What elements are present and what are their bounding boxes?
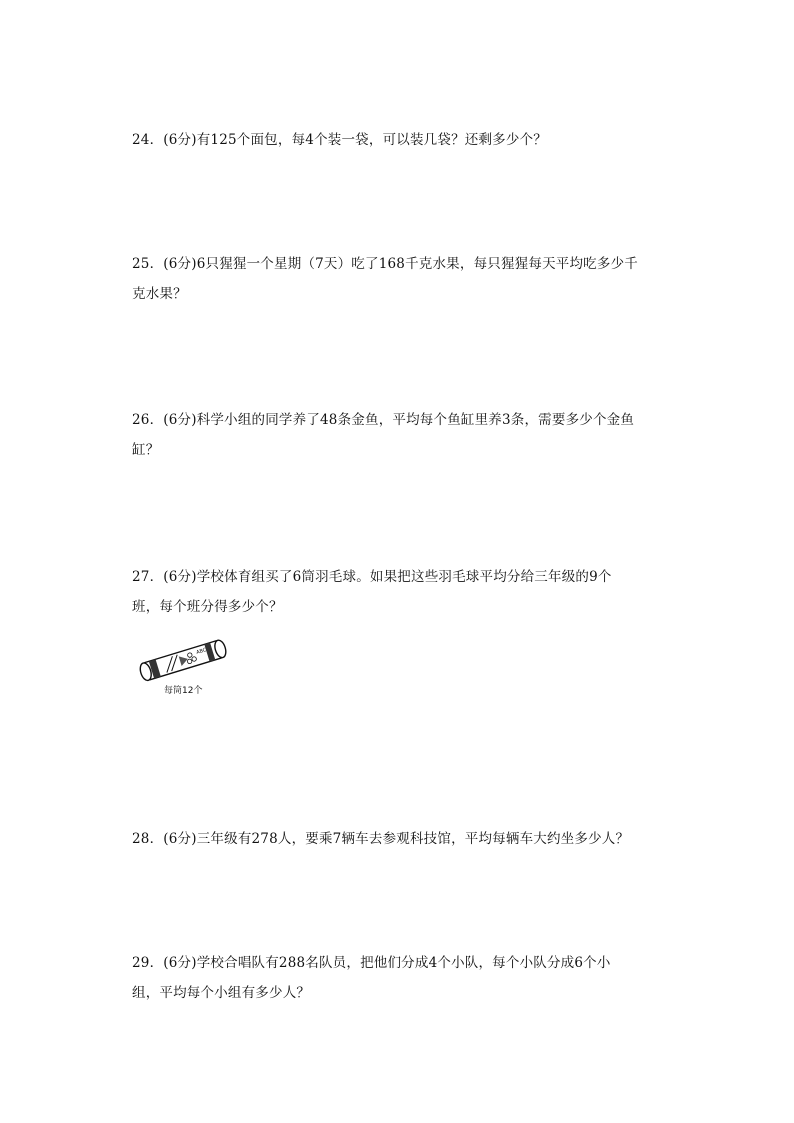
question-text-line-1: 科学小组的同学养了48条金鱼，平均每个鱼缸里养3条，需要多少个金鱼 [196, 412, 635, 428]
question-score: (6分) [163, 831, 197, 847]
question-score: (6分) [163, 569, 197, 585]
question-score: (6分) [163, 256, 197, 272]
question-29 [132, 948, 672, 1008]
question-text-line-1: 学校体育组买了6筒羽毛球。如果把这些羽毛球平均分给三年级的9个 [196, 569, 612, 585]
question-text-line-1: 6只猩猩一个星期（7天）吃了168千克水果，每只猩猩每天平均吃多少千 [196, 256, 638, 272]
shuttlecock-tube-figure [136, 635, 232, 705]
question-text-line-2: 班，每个班分得多少个？ [132, 599, 283, 615]
question-score: (6分) [163, 132, 197, 148]
question-28 [132, 824, 672, 854]
svg-text:ABC: ABC [195, 647, 208, 656]
question-number: 28． [132, 831, 164, 847]
question-text-line-1: 三年级有278人，要乘7辆车去参观科技馆，平均每辆车大约坐多少人？ [196, 831, 630, 847]
question-number: 24． [132, 132, 164, 148]
shuttlecock-tube-icon [136, 635, 232, 685]
question-number: 27． [132, 569, 164, 585]
question-text-line-2: 克水果？ [132, 286, 187, 302]
question-24 [132, 125, 672, 155]
question-27 [132, 562, 672, 622]
question-number: 25． [132, 256, 164, 272]
question-score: (6分) [163, 412, 197, 428]
question-25 [132, 249, 672, 309]
question-text-line-1: 学校合唱队有288名队员，把他们分成4个小队，每个小队分成6个小 [196, 955, 611, 971]
question-26 [132, 405, 672, 465]
question-text-line-1: 有125个面包，每4个装一袋，可以装几袋？还剩多少个？ [196, 132, 547, 148]
question-number: 29． [132, 955, 164, 971]
question-number: 26． [132, 412, 164, 428]
question-text-line-2: 缸？ [132, 442, 160, 458]
figure-caption: 每筒12个 [164, 686, 203, 696]
question-text-line-2: 组，平均每个小组有多少人？ [132, 985, 311, 1001]
question-score: (6分) [163, 955, 197, 971]
